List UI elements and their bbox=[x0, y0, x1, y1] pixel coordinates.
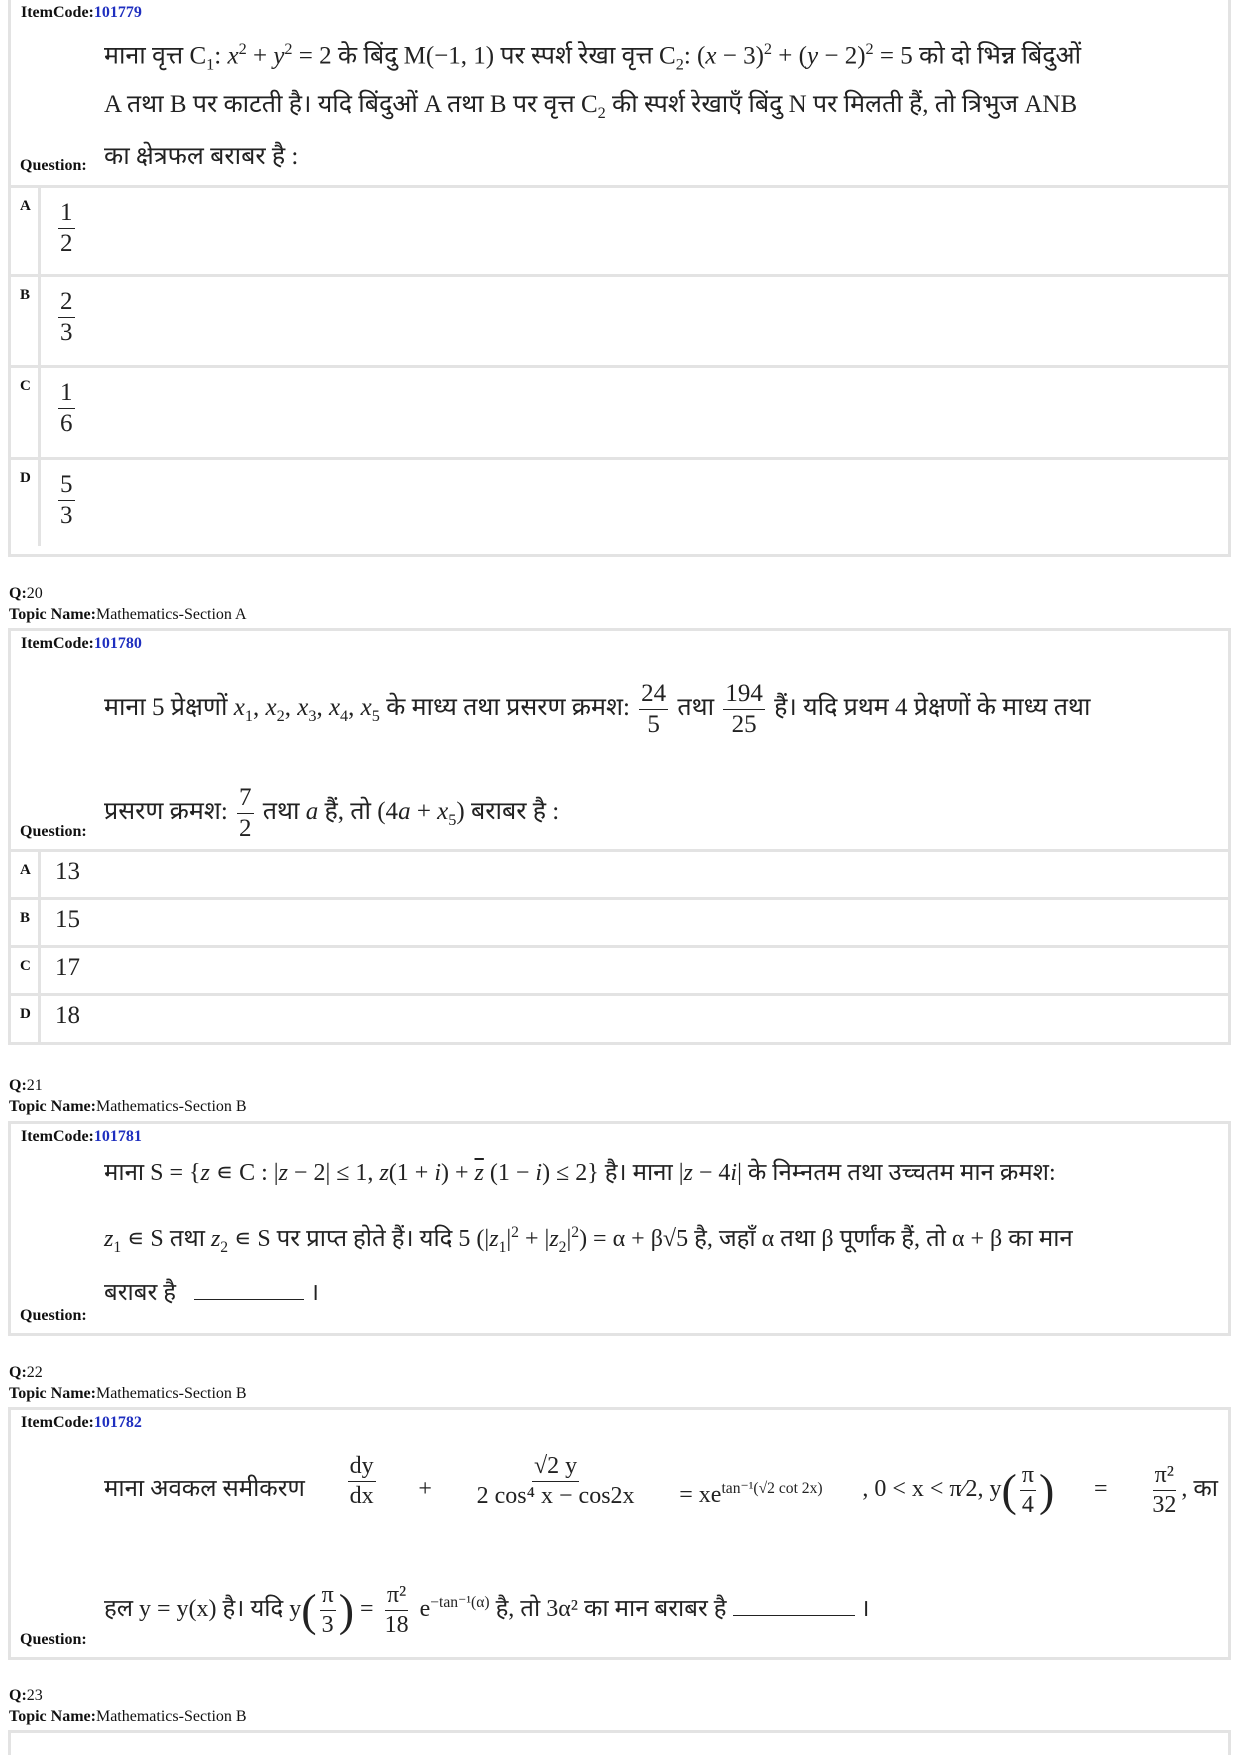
text-fragment: के माध्य तथा प्रसरण क्रमश: bbox=[379, 694, 630, 721]
option-letter: C bbox=[11, 948, 41, 993]
answer-blank bbox=[194, 1282, 304, 1300]
itemcode-label: ItemCode: bbox=[21, 1414, 94, 1431]
q-prefix: Q: bbox=[9, 1687, 27, 1704]
fraction-denominator: dx bbox=[349, 1483, 374, 1510]
question-card-next bbox=[8, 1730, 1231, 1755]
text-fragment: , 0 < x < π⁄2, y bbox=[862, 1476, 1002, 1502]
fraction bbox=[237, 785, 254, 843]
itemcode-row bbox=[21, 631, 1218, 655]
question-line: माना वृत्त $C_1$: $x^2 + y^2 = 2$ के बिंदु M(−1, 1) पर स्पर्श रेखा वृत्त $C_2$: $(x - 3)^2 + (y - 2)^2 = 5$ को दो भिन्न बिंदुओं bbox=[104, 40, 1082, 74]
question-line: माना 5 प्रेक्षणों $x_1$, $x_2$, $x_3$, $x_4$, $x_5$ के माध्य तथा प्रसरण क्रमश: $\frac{24}{5}$ तथा $\frac{194}{25}$ हैं। यदि प्रथम 4 प्रेक्षणों के माध्य तथा bbox=[104, 679, 1091, 738]
text-fragment: की स्पर्श रेखाएँ बिंदु N पर मिलती हैं, तो त्रिभुज ANB bbox=[605, 91, 1078, 118]
question-header bbox=[11, 1124, 1228, 1333]
topic-prefix: Topic Name: bbox=[9, 1708, 96, 1725]
text-fragment: = bbox=[360, 1596, 374, 1622]
option-letter: D bbox=[11, 996, 41, 1042]
option-letter: B bbox=[11, 900, 41, 945]
option-value: 17 bbox=[55, 954, 80, 981]
text-fragment: बराबर है bbox=[104, 1280, 176, 1306]
text-fragment: = bbox=[1094, 1476, 1108, 1502]
fraction bbox=[58, 472, 75, 530]
q-number: 22 bbox=[26, 1364, 43, 1381]
fraction-numerator: 2 bbox=[58, 289, 75, 318]
text-fragment: तथा bbox=[677, 694, 715, 721]
exponent: −tan⁻¹(α) bbox=[430, 1594, 490, 1611]
option-row-c[interactable] bbox=[11, 945, 1228, 993]
topic-value: Mathematics-Section B bbox=[95, 1708, 247, 1725]
option-row-d[interactable] bbox=[11, 993, 1228, 1042]
fraction-numerator: √2 y bbox=[532, 1454, 579, 1482]
question-number bbox=[9, 1363, 43, 1383]
fraction bbox=[1150, 1463, 1178, 1518]
fraction-dy-dx bbox=[348, 1454, 376, 1530]
text-fragment: | bbox=[506, 1226, 512, 1252]
itemcode-label: ItemCode: bbox=[21, 4, 94, 21]
text-fragment: हैं। यदि प्रथम 4 प्रेक्षणों के माध्य तथा bbox=[774, 694, 1091, 721]
fraction bbox=[1020, 1463, 1036, 1518]
option-value: 13 bbox=[55, 858, 80, 885]
text-fragment: A तथा B पर काटती है। यदि बिंदुओं A तथा B पर वृत्त C bbox=[104, 91, 598, 118]
text-fragment: प्रसरण क्रमश: bbox=[104, 798, 228, 825]
itemcode-label: ItemCode: bbox=[21, 635, 94, 652]
question-label: Question: bbox=[20, 1307, 87, 1324]
fraction-numerator: π bbox=[320, 1583, 336, 1611]
question-number bbox=[9, 1686, 43, 1706]
text-fragment: ) = α + β√5 है, जहाँ α तथा β पूर्णांक हैं, तो α + β का मान bbox=[579, 1226, 1073, 1252]
itemcode-value: 101780 bbox=[93, 635, 142, 652]
question-line: प्रसरण क्रमश: $\frac{7}{2}$ तथा a हैं, तो $(4a + x_5)$ बराबर है : bbox=[104, 783, 560, 842]
text-fragment: ∊ S तथा bbox=[121, 1226, 211, 1252]
question-label: Question: bbox=[20, 823, 87, 840]
fraction bbox=[58, 380, 75, 438]
question-header bbox=[11, 0, 1228, 185]
fraction-denominator: 2 cos⁴ x − cos2x bbox=[476, 1483, 635, 1510]
fraction-denominator: 18 bbox=[384, 1611, 409, 1638]
option-letter: C bbox=[11, 368, 41, 457]
fraction-numerator: π² bbox=[1153, 1463, 1176, 1491]
text-fragment: (1 − bbox=[483, 1160, 536, 1186]
topic-prefix: Topic Name: bbox=[9, 1098, 96, 1115]
question-card-101780 bbox=[8, 628, 1231, 1045]
topic-value: Mathematics-Section A bbox=[95, 606, 247, 623]
text-fragment: | bbox=[566, 1226, 572, 1252]
question-header bbox=[11, 631, 1228, 849]
question-number bbox=[9, 1076, 43, 1096]
fraction-denominator: 5 bbox=[647, 710, 660, 738]
text-fragment: (1 + bbox=[388, 1160, 435, 1186]
text-fragment: = xe bbox=[679, 1482, 722, 1508]
fraction bbox=[320, 1583, 336, 1638]
q-prefix: Q: bbox=[9, 1077, 27, 1094]
text-fragment: को दो भिन्न बिंदुओं bbox=[912, 42, 1082, 70]
question-card-101779 bbox=[8, 0, 1231, 557]
q-prefix: Q: bbox=[9, 1364, 27, 1381]
option-value: 18 bbox=[55, 1002, 80, 1029]
q-number: 23 bbox=[26, 1687, 43, 1704]
text-fragment: − 2| ≤ 1, bbox=[287, 1160, 380, 1186]
question-line: हल y = y(x) है। यदि y( $\frac{\pi}{3}$ ) = $\frac{\text{π²}}{18}$ $e^{-tan^{-1}(\alpha)}$ है, तो 3α² का मान बराबर है । bbox=[104, 1581, 870, 1638]
exponent: tan⁻¹(√2 cot 2x) bbox=[721, 1480, 823, 1497]
fraction bbox=[383, 1583, 411, 1638]
option-row-a[interactable] bbox=[11, 849, 1228, 897]
option-value bbox=[41, 188, 1228, 274]
fraction bbox=[723, 681, 765, 739]
fraction-numerator: 24 bbox=[639, 681, 668, 710]
q-prefix: Q: bbox=[9, 585, 27, 602]
fraction-denominator: 3 bbox=[60, 319, 73, 347]
text-fragment: । bbox=[860, 1596, 870, 1622]
text-fragment: ) बराबर है : bbox=[456, 798, 560, 825]
question-line: $z_1$ ∊ S तथा $z_2$ ∊ S पर प्राप्त होते हैं। यदि 5 $(|z_1|^2 + |z_2|^2) = \alpha + \beta√5$ है, जहाँ α तथा β पूर्णांक हैं, तो α + β का मान bbox=[104, 1224, 1073, 1256]
fraction-numerator: dy bbox=[348, 1454, 376, 1482]
option-row-a[interactable] bbox=[11, 185, 1228, 274]
question-number bbox=[9, 584, 43, 604]
fraction-denominator: 2 bbox=[60, 230, 73, 258]
question-line: माना S = {z ∊ C : |z − 2| ≤ 1, $z(1 + i) + \overline{z}$ (1 − i) ≤ 2} है। माना |z − 4i| के निम्नतम तथा उच्चतम मान क्रमश: bbox=[104, 1160, 1056, 1186]
topic-value: Mathematics-Section B bbox=[95, 1098, 247, 1115]
itemcode-value: 101781 bbox=[93, 1128, 142, 1145]
fraction bbox=[639, 681, 668, 739]
itemcode-value: 101782 bbox=[93, 1414, 142, 1431]
text-fragment: ∊ S पर प्राप्त होते हैं। यदि 5 (| bbox=[228, 1226, 490, 1252]
text-fragment: हल y = y(x) है। यदि y bbox=[104, 1596, 302, 1622]
text-fragment: हैं, तो (4 bbox=[318, 798, 399, 825]
option-row-b[interactable] bbox=[11, 274, 1228, 365]
text-fragment: e bbox=[419, 1596, 431, 1622]
fraction bbox=[58, 289, 75, 347]
topic-value: Mathematics-Section B bbox=[95, 1385, 247, 1402]
text-fragment: है, तो 3α² का मान बराबर है bbox=[489, 1596, 727, 1622]
option-row-b[interactable] bbox=[11, 897, 1228, 945]
fraction-numerator: 1 bbox=[58, 200, 75, 229]
text-fragment: , का bbox=[1181, 1476, 1218, 1502]
option-row-c[interactable] bbox=[11, 365, 1228, 457]
text-fragment: ∊ C : | bbox=[209, 1160, 279, 1186]
text-fragment: : bbox=[214, 42, 228, 70]
fraction-denominator: 4 bbox=[1021, 1491, 1034, 1518]
text-fragment: माना S = { bbox=[104, 1160, 201, 1186]
question-card-101782 bbox=[8, 1407, 1231, 1660]
q-number: 20 bbox=[26, 585, 43, 602]
question-line: माना अवकल समीकरण $\frac{dy}{dx}$ + $\frac{√2 y}{\text{2 cos⁴ x − cos2x}}$ = $xe^{tan^{-1}(√2 cot 2x)}$ , 0 < x < π⁄2, y( $\frac{\pi}{4}$ ) = $\frac{\text{π²}}{32}$ , का bbox=[104, 1454, 1218, 1530]
itemcode-row bbox=[21, 1124, 1218, 1148]
text-fragment: । bbox=[310, 1280, 320, 1306]
question-header bbox=[11, 1410, 1228, 1657]
text-fragment: − 4 bbox=[692, 1160, 731, 1186]
fraction bbox=[475, 1454, 637, 1530]
text-fragment: + | bbox=[518, 1226, 550, 1252]
option-letter: A bbox=[11, 188, 41, 274]
text-fragment: : bbox=[683, 42, 698, 70]
option-value bbox=[41, 460, 1228, 546]
fraction-denominator: 3 bbox=[60, 502, 73, 530]
fraction-denominator: 3 bbox=[321, 1611, 334, 1638]
fraction-numerator: 5 bbox=[58, 472, 75, 501]
option-letter: B bbox=[11, 277, 41, 365]
topic-name bbox=[9, 1097, 247, 1117]
fraction-numerator: π bbox=[1020, 1463, 1036, 1491]
q-number: 21 bbox=[26, 1077, 43, 1094]
itemcode-label: ItemCode: bbox=[21, 1128, 94, 1145]
option-letter: D bbox=[11, 460, 41, 546]
text-fragment: ) ≤ 2} है। माना | bbox=[542, 1160, 684, 1186]
fraction-denominator: 2 bbox=[239, 814, 252, 842]
option-value: 15 bbox=[55, 906, 80, 933]
question-line bbox=[104, 1278, 1218, 1308]
text-fragment: + bbox=[418, 1476, 432, 1502]
fraction-numerator: π² bbox=[385, 1583, 408, 1611]
text-fragment: के बिंदु M(−1, 1) पर स्पर्श रेखा वृत्त C bbox=[331, 42, 676, 70]
fraction-numerator: 194 bbox=[723, 681, 765, 710]
fraction-denominator: 32 bbox=[1152, 1491, 1177, 1518]
topic-name bbox=[9, 1384, 247, 1404]
question-label: Question: bbox=[20, 157, 87, 174]
question-card-101781 bbox=[8, 1121, 1231, 1336]
fraction-numerator: 7 bbox=[237, 785, 254, 814]
itemcode-row bbox=[21, 0, 1218, 24]
fraction-denominator: 6 bbox=[60, 410, 73, 438]
question-line: A तथा B पर काटती है। यदि बिंदुओं A तथा B पर वृत्त $C_2$ की स्पर्श रेखाएँ बिंदु N पर मिलती हैं, तो त्रिभुज ANB bbox=[104, 91, 1078, 122]
topic-name bbox=[9, 1707, 247, 1727]
fraction-numerator: 1 bbox=[58, 380, 75, 409]
option-value bbox=[41, 368, 1228, 457]
text-fragment: तथा bbox=[256, 798, 306, 825]
option-row-d[interactable] bbox=[11, 457, 1228, 546]
itemcode-row bbox=[21, 1410, 1218, 1434]
text-fragment: माना अवकल समीकरण bbox=[104, 1476, 305, 1502]
question-line: का क्षेत्रफल बराबर है : bbox=[104, 143, 299, 170]
itemcode-value: 101779 bbox=[93, 4, 142, 21]
question-label: Question: bbox=[20, 1631, 87, 1648]
option-letter: A bbox=[11, 852, 41, 897]
fraction-denominator: 25 bbox=[731, 710, 757, 738]
text-fragment: ) + bbox=[440, 1160, 475, 1186]
topic-name bbox=[9, 605, 247, 625]
option-value bbox=[41, 277, 1228, 365]
fraction bbox=[58, 200, 75, 258]
topic-prefix: Topic Name: bbox=[9, 1385, 96, 1402]
answer-blank bbox=[733, 1598, 855, 1616]
topic-prefix: Topic Name: bbox=[9, 606, 96, 623]
text-fragment: माना वृत्त C bbox=[104, 42, 207, 70]
text-fragment: माना 5 प्रेक्षणों bbox=[104, 694, 228, 721]
text-fragment: | के निम्नतम तथा उच्चतम मान क्रमश: bbox=[737, 1160, 1056, 1186]
